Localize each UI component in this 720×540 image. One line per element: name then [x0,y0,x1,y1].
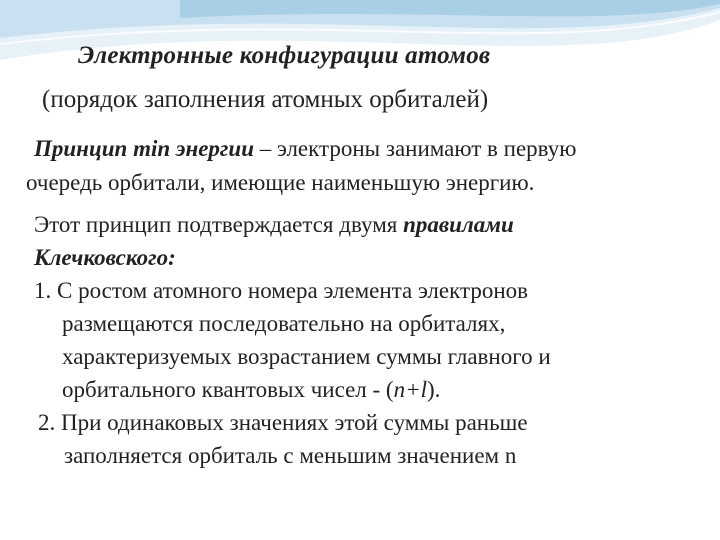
rule1-line-3: характеризуемых возрастанием суммы главного и [62,344,551,369]
rules-paragraph [34,208,704,472]
principle-line-1 [26,132,706,166]
principle-line-2: очередь орбитали, имеющие наименьшую энергию. [26,170,535,195]
principle-term: Принцип min энергии [34,136,254,161]
slide-title: Электронные конфигурации атомов [78,42,491,69]
rules-intro-line-2: Клечковского: [34,245,176,270]
principle-definition-1: – электроны занимают в первую [254,136,577,161]
rule1-line-4 [34,373,704,406]
rule1-line-1: 1. С ростом атомного номера элемента электронов [34,278,528,303]
rule1-formula: n+l [393,377,427,402]
principle-paragraph [26,132,706,200]
rule2-line-1: 2. При одинаковых значениях этой суммы раньше [38,410,528,435]
rule2-line-2: заполняется орбиталь с меньшим значением n [64,443,517,468]
rules-intro-emph: правилами [403,212,514,237]
rule1-line-4-prefix: орбитального квантовых чисел - ( [62,377,394,402]
slide-subtitle: (порядок заполнения атомных орбиталей) [42,86,489,113]
rules-intro-line-1 [34,208,704,241]
rules-intro-prefix: Этот принцип подтверждается двумя [34,212,404,237]
rule1-line-2: размещаются последовательно на орбиталях, [62,311,506,336]
rule1-line-4-suffix: ). [427,377,441,402]
